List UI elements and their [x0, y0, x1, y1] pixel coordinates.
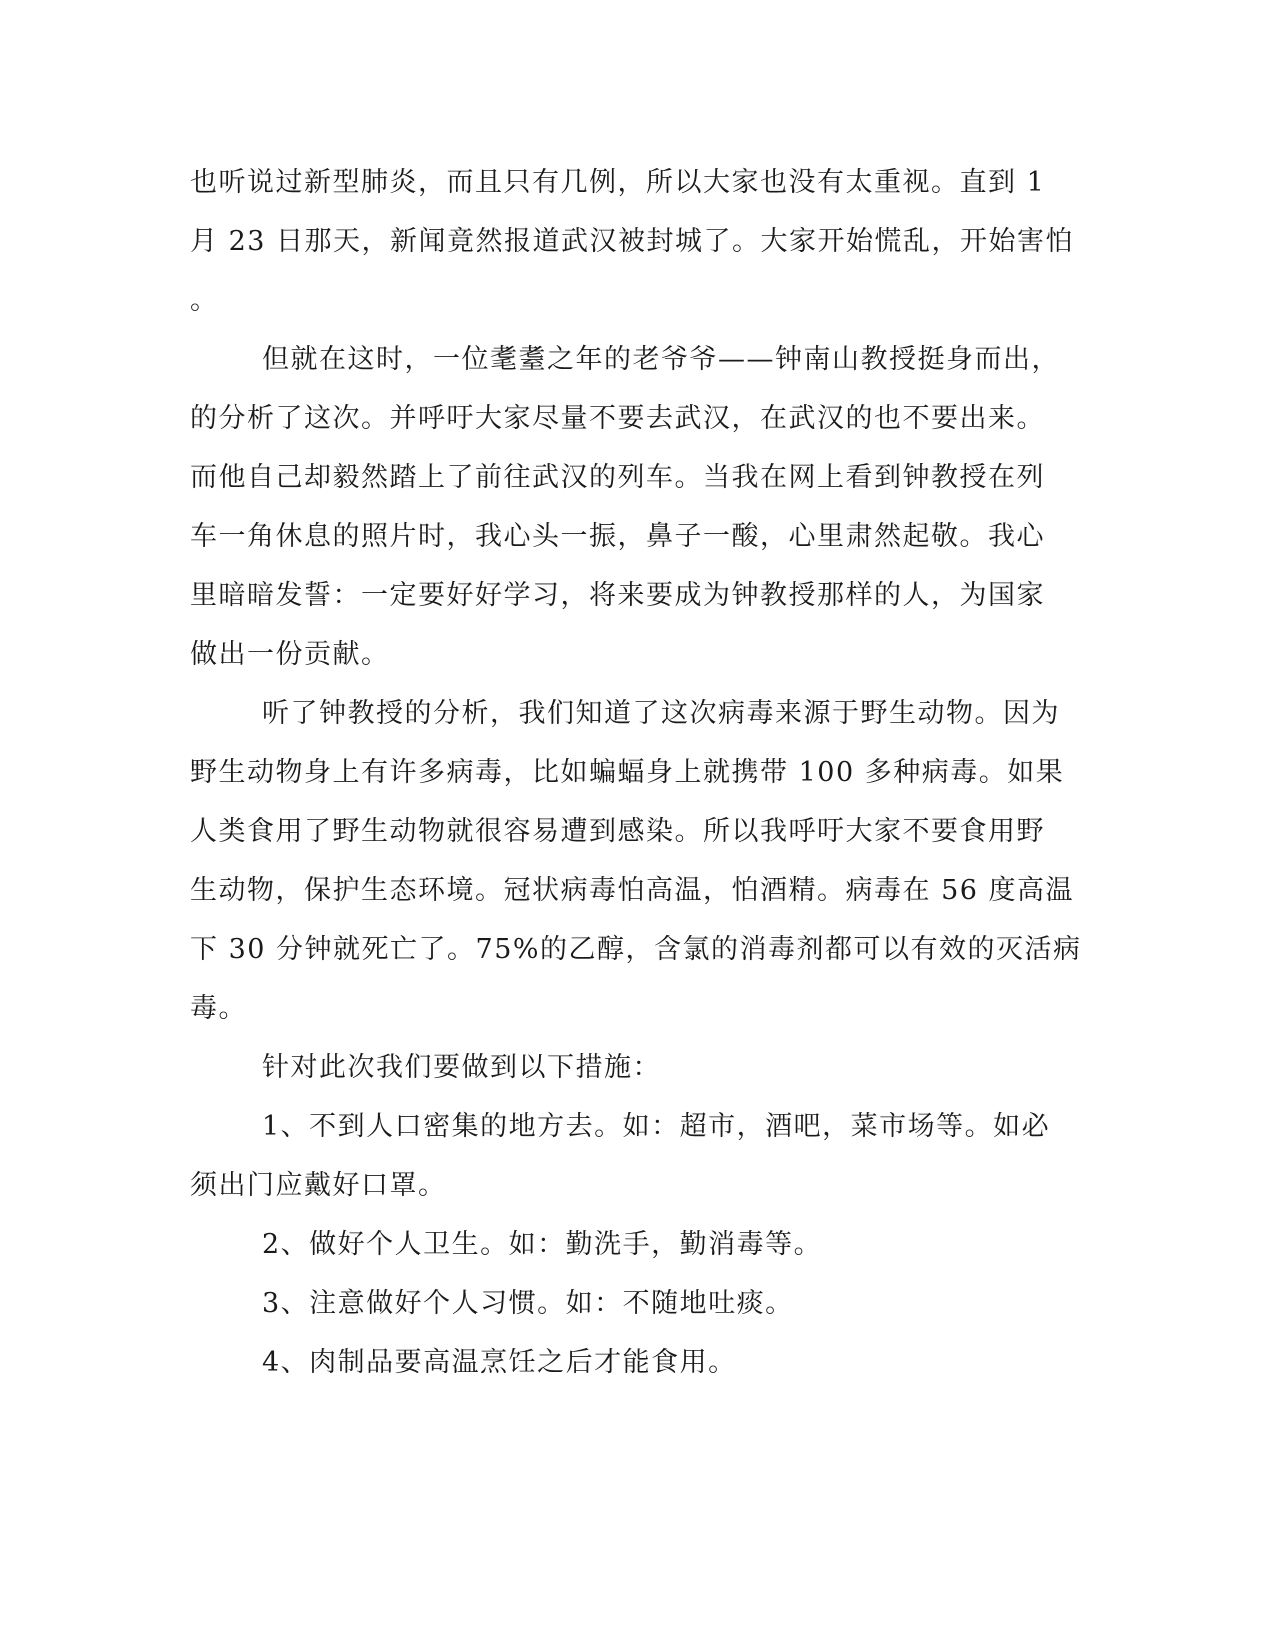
paragraph-line: 下 30 分钟就死亡了。75%的乙醇，含氯的消毒剂都可以有效的灭活病 — [190, 934, 1082, 965]
paragraph-line: 。 — [190, 285, 219, 316]
list-item: 4、肉制品要高温烹饪之后才能食用。 — [262, 1347, 737, 1378]
paragraph-line: 的分析了这次。并呼吁大家尽量不要去武汉，在武汉的也不要出来。 — [190, 403, 1045, 434]
paragraph-line: 野生动物身上有许多病毒，比如蝙蝠身上就携带 100 多种病毒。如果 — [190, 757, 1065, 788]
paragraph-line: 月 23 日那天，新闻竟然报道武汉被封城了。大家开始慌乱，开始害怕 — [190, 226, 1075, 257]
paragraph-line: 听了钟教授的分析，我们知道了这次病毒来源于野生动物。因为 — [262, 698, 1060, 729]
paragraph-line: 但就在这时，一位耄耋之年的老爷爷——钟南山教授挺身而出， — [262, 344, 1060, 375]
paragraph-line: 做出一份贡献。 — [190, 639, 390, 670]
paragraph-line: 车一角休息的照片时，我心头一振，鼻子一酸，心里肃然起敬。我心 — [190, 521, 1045, 552]
paragraph-line: 人类食用了野生动物就很容易遭到感染。所以我呼吁大家不要食用野 — [190, 816, 1045, 847]
paragraph-line: 而他自己却毅然踏上了前往武汉的列车。当我在网上看到钟教授在列 — [190, 462, 1045, 493]
list-item-continuation: 须出门应戴好口罩。 — [190, 1170, 447, 1201]
paragraph-line: 也听说过新型肺炎，而且只有几例，所以大家也没有太重视。直到 1 — [190, 167, 1046, 198]
list-item: 3、注意做好个人习惯。如：不随地吐痰。 — [262, 1288, 794, 1319]
paragraph-line: 生动物，保护生态环境。冠状病毒怕高温，怕酒精。病毒在 56 度高温 — [190, 875, 1075, 906]
paragraph-line: 里暗暗发誓：一定要好好学习，将来要成为钟教授那样的人，为国家 — [190, 580, 1045, 611]
list-item: 2、做好个人卫生。如：勤洗手，勤消毒等。 — [262, 1229, 823, 1260]
list-item: 1、不到人口密集的地方去。如：超市，酒吧，菜市场等。如必 — [262, 1111, 1051, 1142]
paragraph-line: 针对此次我们要做到以下措施： — [262, 1052, 661, 1083]
paragraph-line: 毒。 — [190, 993, 247, 1024]
